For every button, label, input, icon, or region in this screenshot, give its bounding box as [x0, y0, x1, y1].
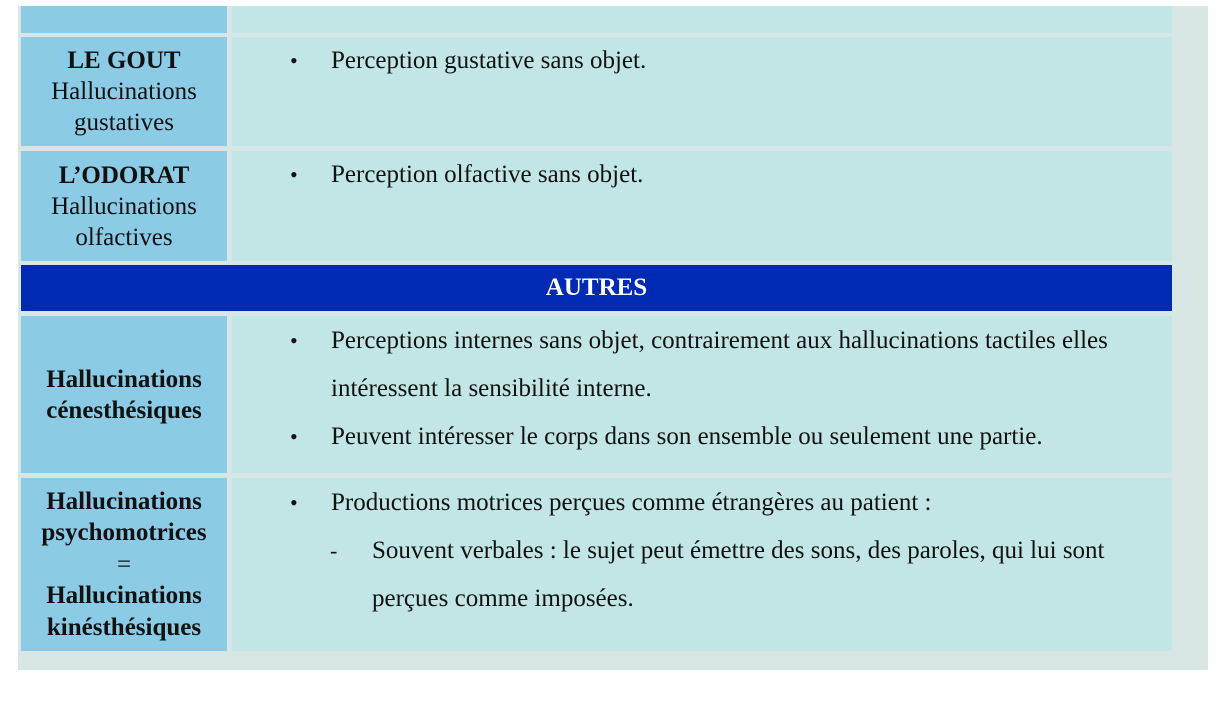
row-label-cell [21, 37, 227, 146]
table-row-odorat [21, 151, 1172, 261]
row-label-subtitle: Hallucinations [51, 78, 197, 105]
section-header: AUTRES [21, 265, 1172, 311]
dash-icon: - [330, 538, 338, 563]
bullet-text: Perception olfactive sans objet. [331, 161, 644, 188]
row-label-subtitle: olfactives [75, 223, 173, 251]
bullet-text: Perception gustative sans objet. [331, 47, 647, 74]
row-label-title: LE GOUT [67, 47, 181, 74]
row-label-cell [21, 151, 227, 261]
bullet-icon: • [290, 424, 298, 449]
row-label-line: kinésthésiques [46, 613, 202, 641]
row-label-subtitle: gustatives [74, 109, 174, 136]
row-label-title: L’ODORAT [58, 161, 190, 189]
row-label-cell [21, 316, 227, 473]
dash-text: Souvent verbales : le sujet peut émettre des sons, des paroles, qui lui sont [372, 537, 1105, 564]
bullet-icon: • [290, 162, 298, 187]
row-label-line: psychomotrices [41, 519, 207, 547]
row-content-cell [232, 316, 1172, 473]
table-row-cenesthesiques [21, 316, 1172, 473]
bullet-icon: • [290, 490, 298, 515]
bullet-icon: • [290, 328, 298, 353]
table-row-gout [21, 37, 1172, 146]
bullet-text: Peuvent intéresser le corps dans son ensemble ou seulement une partie. [331, 423, 1043, 450]
row-label-line: Hallucinations [46, 487, 202, 515]
row-label-line: Hallucinations [46, 365, 202, 393]
cutoff-label-cell [21, 6, 227, 33]
row-content-cell [232, 151, 1172, 261]
bullet-continuation: intéressent la sensibilité interne. [331, 375, 652, 402]
bullet-text: Perceptions internes sans objet, contrairement aux hallucinations tactiles elles [331, 327, 1108, 354]
bullet-icon: • [290, 48, 298, 73]
table-row-psychomotrices [21, 478, 1172, 651]
cutoff-content-cell [232, 6, 1172, 33]
row-label-line: = [116, 550, 132, 578]
dash-continuation: perçues comme imposées. [372, 585, 634, 612]
row-label-line: cénesthésiques [46, 396, 202, 424]
bullet-text: Productions motrices perçues comme étrangères au patient : [331, 489, 932, 516]
row-content-cell [232, 37, 1172, 146]
row-label-line: Hallucinations [46, 582, 202, 610]
row-content-cell [232, 478, 1172, 651]
row-label-subtitle: Hallucinations [51, 192, 197, 220]
row-label-cell [21, 478, 227, 651]
